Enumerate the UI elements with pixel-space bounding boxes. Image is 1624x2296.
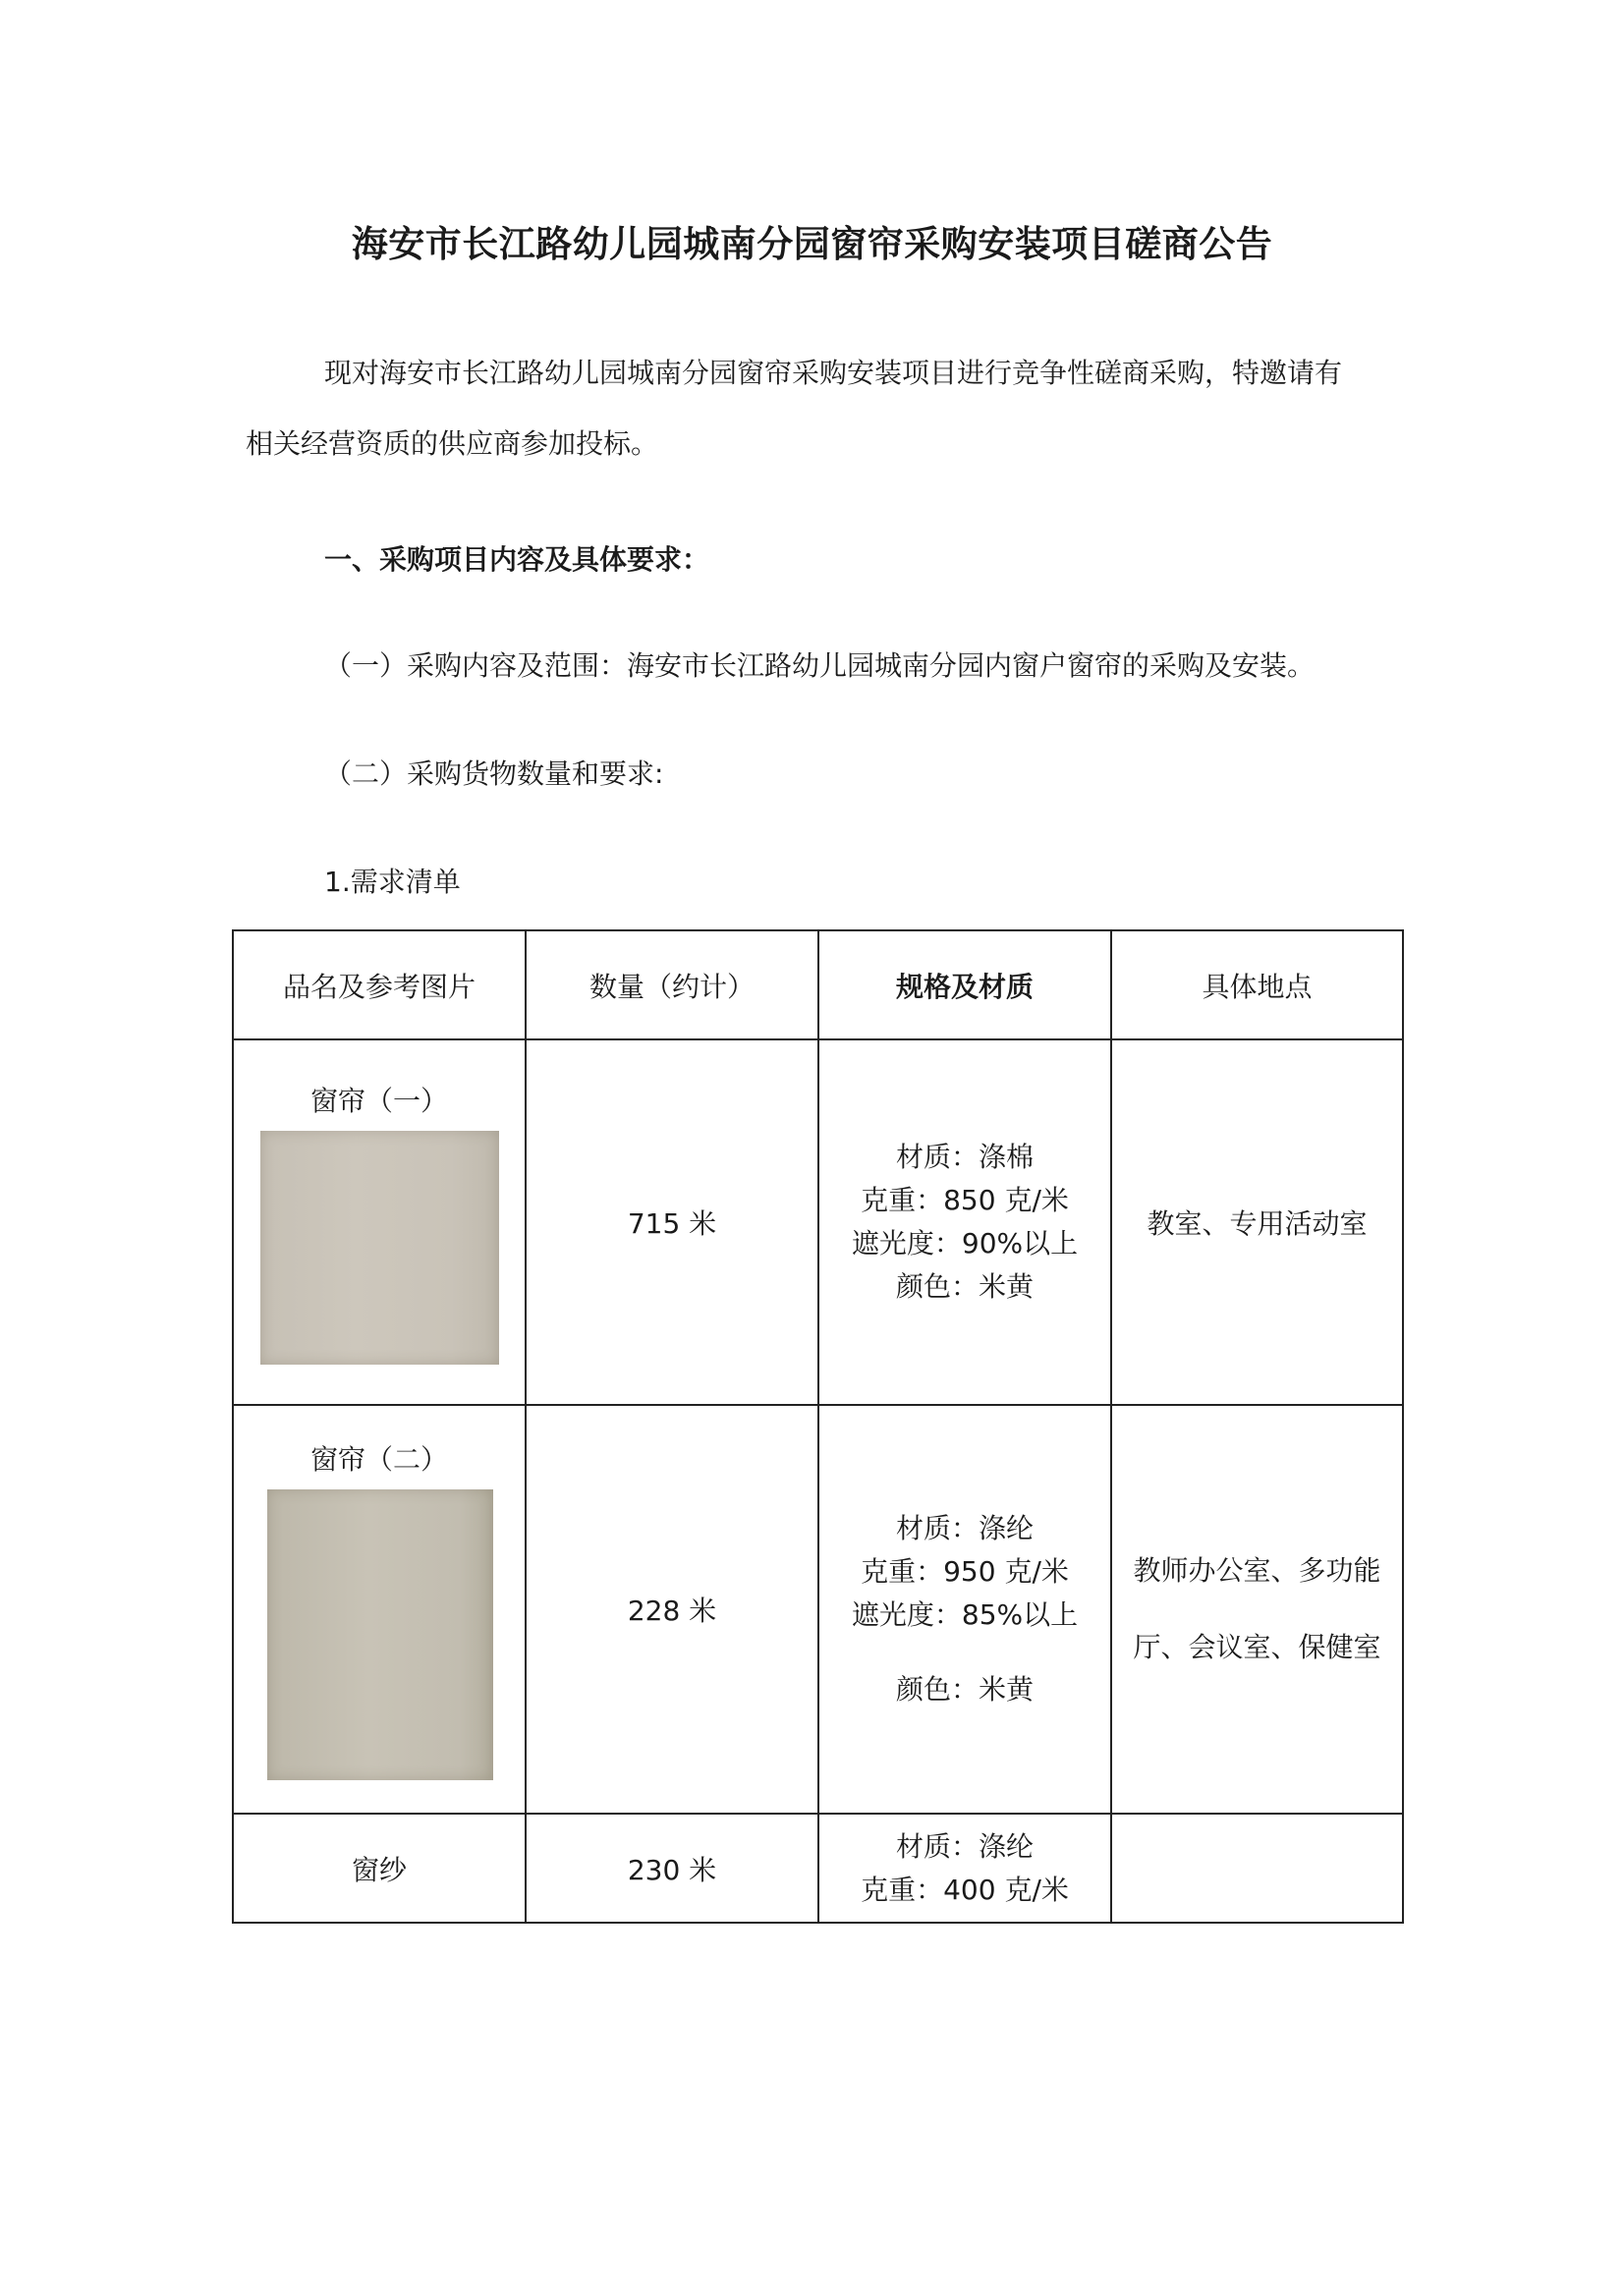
cell-location xyxy=(1111,1814,1403,1923)
cell-quantity xyxy=(526,1405,818,1814)
cell-name xyxy=(233,1814,526,1923)
cell-quantity xyxy=(526,1039,818,1405)
table-row xyxy=(233,1814,1403,1923)
header-quantity: 数量（约计） xyxy=(526,930,818,1039)
table-row xyxy=(233,1039,1403,1405)
item-2-text: （二）采购货物数量和要求: xyxy=(324,757,664,790)
cell-spec xyxy=(818,1405,1111,1814)
cell-location xyxy=(1111,1039,1403,1405)
header-location: 具体地点 xyxy=(1111,930,1403,1039)
cell-name xyxy=(233,1039,526,1405)
cell-location xyxy=(1111,1405,1403,1814)
quantity-value: 230 米 xyxy=(627,1853,717,1886)
cell-name xyxy=(233,1405,526,1814)
table-header-row xyxy=(233,930,1403,1039)
location-line: 厅、会议室、保健室 xyxy=(1133,1631,1381,1663)
cell-spec xyxy=(818,1039,1111,1405)
intro-line-2: 相关经营资质的供应商参加投标。 xyxy=(246,427,659,460)
product-name: 窗帘（一） xyxy=(309,1085,448,1117)
spec-shading: 遮光度：85%以上 xyxy=(851,1598,1079,1631)
header-name: 品名及参考图片 xyxy=(233,930,526,1039)
cell-spec xyxy=(818,1814,1111,1923)
curtain-sample-image xyxy=(267,1489,493,1780)
spec-material: 材质：涤纶 xyxy=(895,1829,1034,1863)
item-1-text: （一）采购内容及范围：海安市长江路幼儿园城南分园内窗户窗帘的采购及安装。 xyxy=(324,649,1316,682)
quantity-value: 715 米 xyxy=(627,1207,717,1240)
document-title: 海安市长江路幼儿园城南分园窗帘采购安装项目磋商公告 xyxy=(351,223,1273,265)
spec-color: 颜色：米黄 xyxy=(895,1673,1034,1706)
intro-paragraph xyxy=(246,338,1390,479)
curtain-sample-image xyxy=(260,1131,499,1365)
spec-weight: 克重：400 克/米 xyxy=(861,1873,1069,1906)
spec-weight: 克重：950 克/米 xyxy=(861,1555,1069,1588)
table-row xyxy=(233,1405,1403,1814)
spec-material: 材质：涤纶 xyxy=(895,1512,1034,1544)
spec-shading: 遮光度：90%以上 xyxy=(851,1227,1079,1260)
quantity-value: 228 米 xyxy=(627,1595,717,1627)
item-2-sub-text: 1.需求清单 xyxy=(324,866,461,898)
product-name: 窗纱 xyxy=(351,1853,407,1886)
requirements-table xyxy=(232,929,1404,1924)
cell-quantity xyxy=(526,1814,818,1923)
spec-weight: 克重：850 克/米 xyxy=(861,1184,1069,1216)
product-name: 窗帘（二） xyxy=(309,1443,448,1476)
header-spec: 规格及材质 xyxy=(818,930,1111,1039)
intro-line-1: 现对海安市长江路幼儿园城南分园窗帘采购安装项目进行竞争性磋商采购，特邀请有 xyxy=(324,357,1343,389)
location-line: 教师办公室、多功能 xyxy=(1133,1554,1381,1587)
section-1-heading: 一、采购项目内容及具体要求： xyxy=(324,543,710,576)
spec-material: 材质：涤棉 xyxy=(895,1141,1034,1173)
location-value: 教室、专用活动室 xyxy=(1147,1207,1368,1240)
spec-color: 颜色：米黄 xyxy=(895,1270,1034,1303)
